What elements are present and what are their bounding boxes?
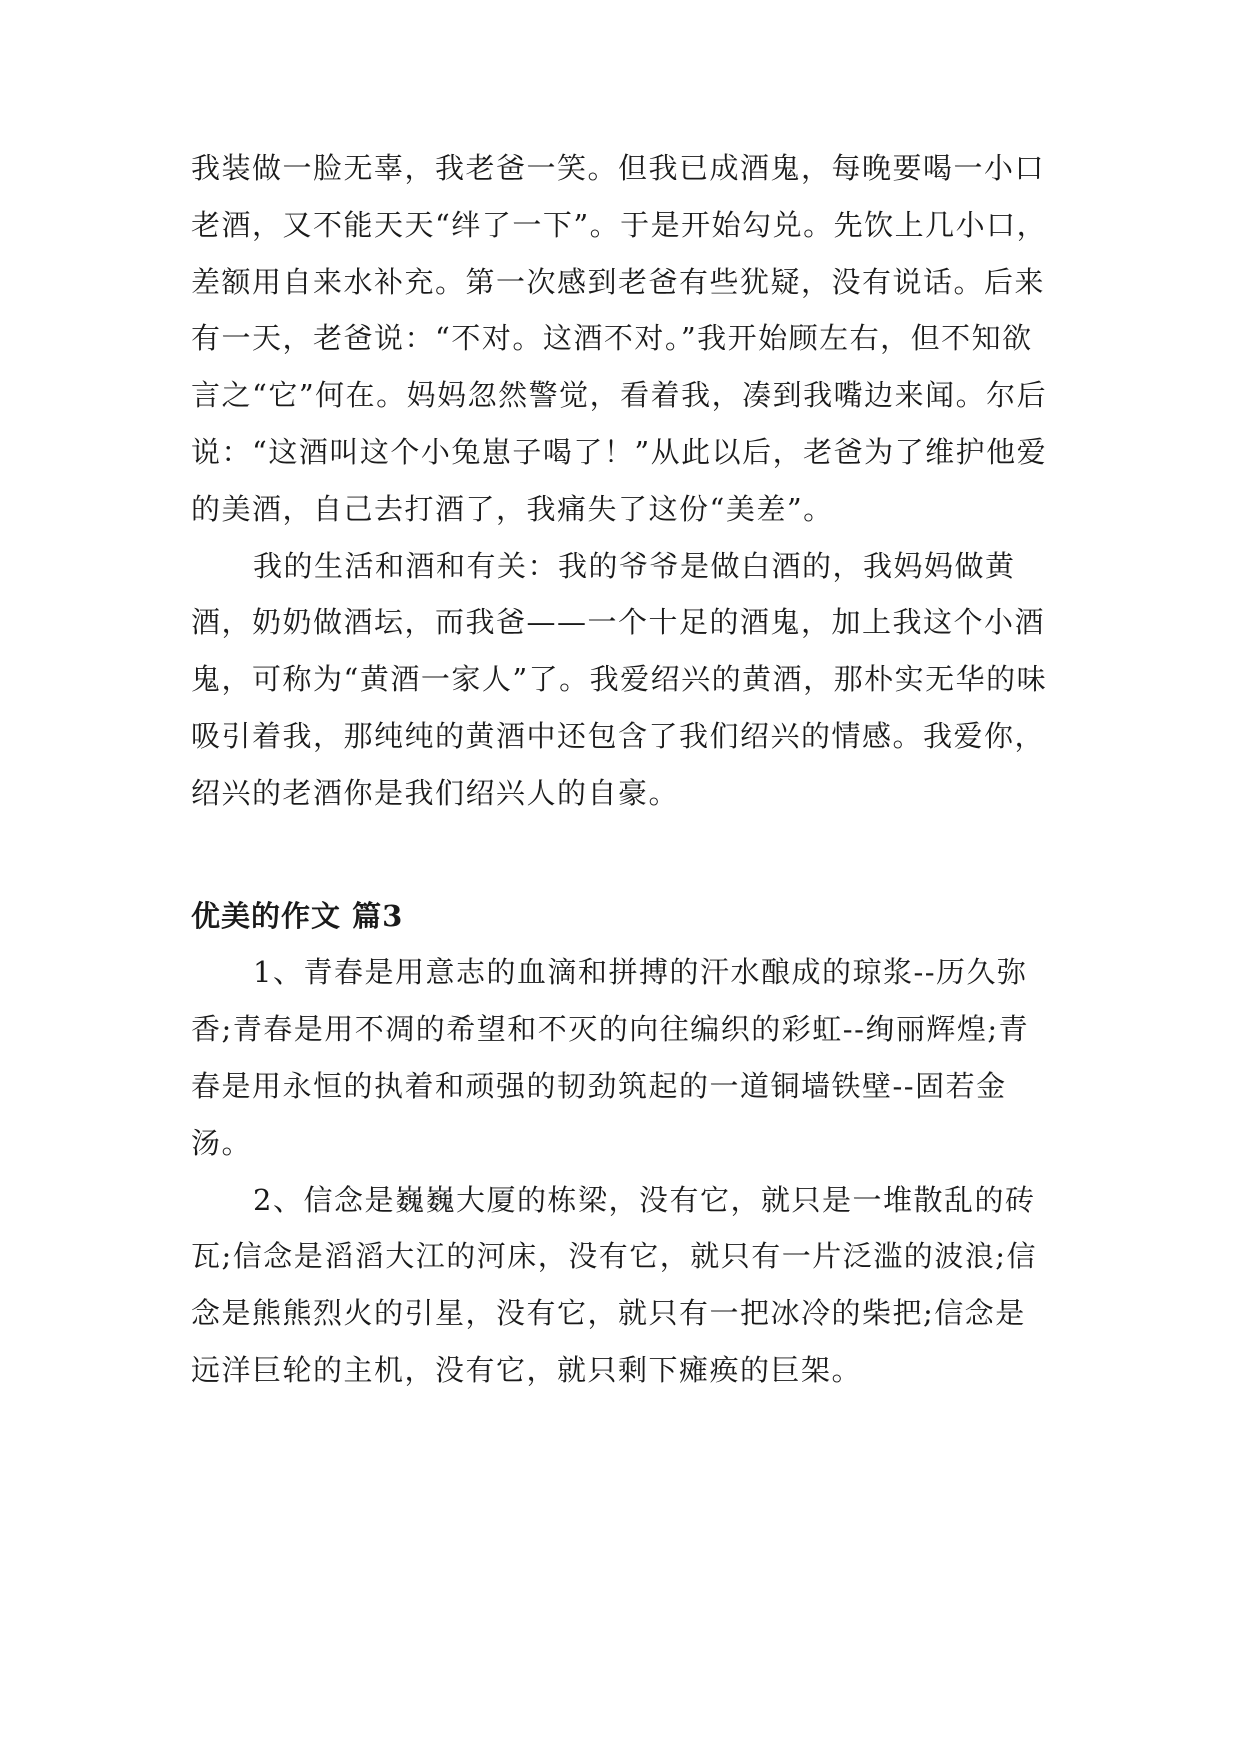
paragraph-continued: 我装做一脸无辜，我老爸一笑。但我已成酒鬼，每晚要喝一小口老酒，又不能天天“绊了一下”。于是开始勾兑。先饮上几小口，差额用自来水补充。第一次感到老爸有些犹疑，没有说话。后来有一天，老爸说：“不对。这酒不对。”我开始顾左右，但不知欲言之“它”何在。妈妈忽然警觉，看着我，凑到我嘴边来闻。尔后说：“这酒叫这个小兔崽子喝了！”从此以后，老爸为了维护他爱的美酒，自己去打酒了，我痛失了这份“美差”。 [191,151,1048,526]
section-gap [191,822,1051,888]
paragraph-family-wine: 我的生活和酒和有关：我的爷爷是做白酒的，我妈妈做黄酒，奶奶做酒坛，而我爸——一个十足的酒鬼，加上我这个小酒鬼，可称为“黄酒一家人”了。我爱绍兴的黄酒，那朴实无华的味吸引着我，那纯纯的黄酒中还包含了我们绍兴的情感。我爱你，绍兴的老酒你是我们绍兴人的自豪。 [191,548,1048,810]
document-page [191,140,1051,1399]
paragraph-youth: 1、青春是用意志的血滴和拼搏的汗水酿成的琼浆--历久弥香;青春是用不凋的希望和不灭的向往编织的彩虹--绚丽辉煌;青春是用永恒的执着和顽强的韧劲筑起的一道铜墙铁壁--固若金汤。 [191,955,1030,1160]
section-heading: 优美的作文 篇3 [191,898,404,933]
paragraph-belief: 2、信念是巍巍大厦的栋梁，没有它，就只是一堆散乱的砖瓦;信念是滔滔大江的河床，没有它，就只有一片泛滥的波浪;信念是熊熊烈火的引星，没有它，就只有一把冰冷的柴把;信念是远洋巨轮的主机，没有它，就只剩下瘫痪的巨架。 [191,1182,1038,1387]
